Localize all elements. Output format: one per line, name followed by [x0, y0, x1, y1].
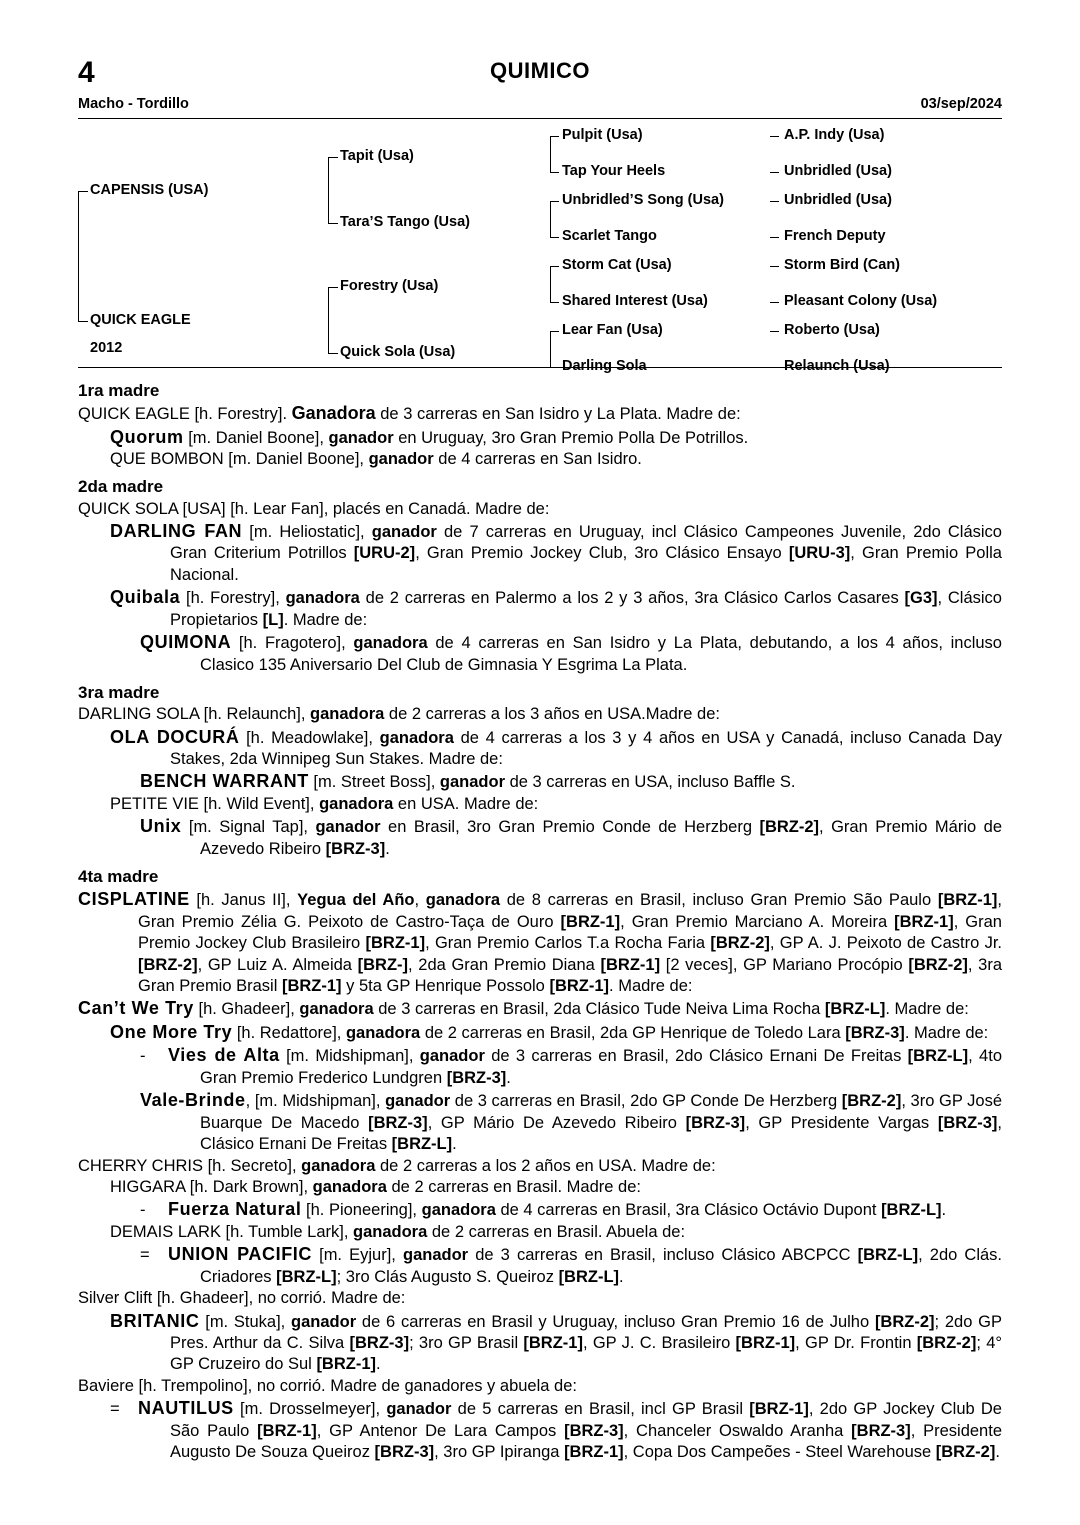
lot-number: 4 [78, 56, 95, 89]
entry-quick-eagle: QUICK EAGLE [h. Forestry]. Ganadora de 3 carreras en San Isidro y La Plata. Madre de: [78, 403, 741, 424]
bullet-dash: - [140, 1047, 146, 1066]
bracket-line [550, 201, 559, 202]
bracket-line [550, 302, 559, 303]
entry-darling-sola: DARLING SOLA [h. Relaunch], ganadora de 2 carreras a los 3 años en USA.Madre de: [78, 705, 720, 724]
dash-line [770, 201, 779, 202]
entry-ola-docura: OLA DOCURÁ [h. Meadowlake], ganadora de 4 carreras a los 3 y 4 años en USA y Canadá, incluso Canada Day Stakes, 2da Winnipeg Sun Stakes. Madre de: [110, 726, 1003, 768]
bracket-line [328, 223, 338, 224]
entry-petite-vie: PETITE VIE [h. Wild Event], ganadora en USA. Madre de: [110, 794, 539, 813]
dash-line [770, 302, 779, 303]
bracket-line [550, 136, 551, 172]
dash-line [770, 172, 779, 173]
entry-union-pacific: = UNION PACIFIC [m. Eyjur], ganador de 3 carreras en Brasil, incluso Clásico ABCPCC [BRZ-L], 2do Clás. Criadores [BRZ-L]; 3ro Clás Augusto S. Queiroz [BRZ-L]. [140, 1244, 1003, 1286]
bracket-line [328, 287, 329, 353]
section-title-2da-madre: 2da madre [78, 477, 164, 497]
pedigree-gen4-5: Storm Bird (Can) [784, 257, 900, 273]
pedigree-gen4-7: Roberto (Usa) [784, 322, 880, 338]
bracket-line [550, 331, 559, 332]
bracket-line [550, 136, 559, 137]
bracket-line [328, 157, 329, 223]
pedigree-gen3-4: Scarlet Tango [562, 228, 657, 244]
pedigree-gen3-7: Lear Fan (Usa) [562, 322, 663, 338]
entry-britanic: BRITANIC [m. Stuka], ganador de 6 carreras en Brasil y Uruguay, incluso Gran Premio 16 de Julho [BRZ-2]; 2do GP Pres. Arthur da C. Silva [BRZ-3]; 3ro GP Brasil [BRZ-1], GP J. C. Brasileiro [BRZ-1], GP Dr. Frontin [BRZ-2]; 4° GP Cruzeiro do Sul [BRZ-1]. [110, 1310, 1002, 1374]
pedigree-dam-sire: Forestry (Usa) [340, 278, 439, 294]
pedigree-gen4-1: A.P. Indy (Usa) [784, 127, 885, 143]
bracket-line [328, 353, 338, 354]
bullet-equals: = [110, 1400, 120, 1419]
dash-line [770, 237, 779, 238]
pedigree-gen4-3: Unbridled (Usa) [784, 192, 892, 208]
bracket-line [550, 237, 559, 238]
entry-demais-lark: DEMAIS LARK [h. Tumble Lark], ganadora de 2 carreras en Brasil. Abuela de: [110, 1222, 686, 1241]
entry-higgara: HIGGARA [h. Dark Brown], ganadora de 2 carreras en Brasil. Madre de: [110, 1177, 641, 1196]
bracket-line [550, 367, 559, 368]
pedigree-dam-year: 2012 [90, 340, 123, 356]
pedigree-chart [78, 119, 1002, 374]
pedigree-gen3-6: Shared Interest (Usa) [562, 293, 708, 309]
entry-cant-we-try: Can’t We Try [h. Ghadeer], ganadora de 3 carreras en Brasil, 2da Clásico Tude Neiva Lima Rocha [BRZ-L]. Madre de: [78, 998, 969, 1019]
sex-color-label: Macho - Tordillo [78, 96, 189, 112]
bracket-line [78, 191, 79, 321]
pedigree-gen4-4: French Deputy [784, 228, 886, 244]
pedigree-gen4-8: Relaunch (Usa) [784, 358, 890, 374]
dash-line [770, 367, 779, 368]
header-subline [78, 96, 1002, 116]
bracket-line [550, 172, 559, 173]
pedigree-sire-sire: Tapit (Usa) [340, 148, 414, 164]
date-label: 03/sep/2024 [920, 96, 1002, 112]
entry-darling-fan: DARLING FAN [m. Heliostatic], ganador de 7 carreras en Uruguay, incl Clásico Campeones Juvenile, 2do Clásico Gran Criterium Potrillos [URU-2], Gran Premio Jockey Club, 3ro Clásico Ensayo [URU-3], Gran Premio Polla Nacional. [110, 520, 1002, 584]
bracket-line [550, 266, 559, 267]
pedigree-dam-dam: Quick Sola (Usa) [340, 344, 456, 360]
pedigree-text [78, 380, 1002, 1464]
entry-unix: Unix [m. Signal Tap], ganador en Brasil, 3ro Gran Premio Conde de Herzberg [BRZ-2], Gran Premio Mário de Azevedo Ribeiro [BRZ-3]. [140, 816, 1002, 858]
entry-one-more-try: One More Try [h. Redattore], ganadora de 2 carreras en Brasil, 2da GP Henrique de Toledo Lara [BRZ-3]. Madre de: [110, 1021, 989, 1042]
entry-silver-clift: Silver Clift [h. Ghadeer], no corrió. Madre de: [78, 1289, 406, 1308]
bullet-dash: - [140, 1201, 146, 1220]
section-title-1ra-madre: 1ra madre [78, 381, 160, 400]
pedigree-gen3-2: Tap Your Heels [562, 163, 666, 179]
entry-nautilus: = NAUTILUS [m. Drosselmeyer], ganador de 5 carreras en Brasil, incl GP Brasil [BRZ-1], 2do GP Jockey Club De São Paulo [BRZ-1], GP Antenor De Lara Campos [BRZ-3], Chanceler Oswaldo Aranha [BRZ-3], Presidente Augusto De Souza Queiroz [BRZ-3], 3ro GP Ipiranga [BRZ-1], Copa Dos Campeões - Steel Warehouse [BRZ-2]. [110, 1398, 1002, 1462]
entry-fuerza-natural: - Fuerza Natural [h. Pioneering], ganadora de 4 carreras en Brasil, 3ra Clásico Octávio Dupont [BRZ-L]. [78, 1198, 1002, 1221]
pedigree-gen3-1: Pulpit (Usa) [562, 127, 643, 143]
bracket-line [550, 266, 551, 302]
pedigree-gen4-2: Unbridled (Usa) [784, 163, 892, 179]
bracket-line [78, 321, 88, 322]
pedigree-dam: QUICK EAGLE [90, 312, 191, 328]
pedigree-sire: CAPENSIS (USA) [90, 182, 209, 198]
dash-line [770, 331, 779, 332]
bracket-line [550, 331, 551, 367]
entry-baviere: Baviere [h. Trempolino], no corrió. Madre de ganadores y abuela de: [78, 1376, 577, 1395]
entry-quibala: Quibala [h. Forestry], ganadora de 2 carreras en Palermo a los 2 y 3 años, 3ra Clásico Carlos Casares [G3], Clásico Propietarios [L]. Madre de: [110, 587, 1002, 629]
pedigree-gen3-8: Darling Sola [562, 358, 647, 374]
page-title: QUIMICO [489, 58, 591, 83]
bracket-line [550, 201, 551, 237]
entry-cisplatine: CISPLATINE [h. Janus II], Yegua del Año, ganadora de 8 carreras en Brasil, incluso Gran Premio São Paulo [BRZ-1], Gran Premio Zélia G. Peixoto de Castro-Taça de Ouro [BRZ-1], Gran Premio Marciano A. Moreira [BRZ-1], Gran Premio Jockey Club Brasileiro [BRZ-1], Gran Premio Carlos T.a Rocha Faria [BRZ-2], GP A. J. Peixoto de Castro Jr. [BRZ-2], GP Luiz A. Almeida [BRZ-], 2da Gran Premio Diana [BRZ-1] [2 veces], GP Mariano Procópio [BRZ-2], 3ra Gran Premio Brasil [BRZ-1] y 5ta GP Henrique Possolo [BRZ-1]. Madre de: [78, 889, 1003, 995]
pedigree-gen3-3: Unbridled’S Song (Usa) [562, 192, 724, 208]
pedigree-gen3-5: Storm Cat (Usa) [562, 257, 672, 273]
bracket-line [78, 191, 88, 192]
entry-vies-de-alta: - Vies de Alta [m. Midshipman], ganador de 3 carreras en Brasil, 2do Clásico Ernani De Freitas [BRZ-L], 4to Gran Premio Frederico Lundgren [BRZ-3]. [140, 1045, 1002, 1087]
pedigree-gen4-6: Pleasant Colony (Usa) [784, 293, 938, 309]
entry-quorum: Quorum [m. Daniel Boone], ganador en Uruguay, 3ro Gran Premio Polla De Potrillos. [110, 426, 749, 447]
section-title-4ta-madre: 4ta madre [78, 867, 159, 887]
entry-vale-brinde: Vale-Brinde, [m. Midshipman], ganador de 3 carreras en Brasil, 2do GP Conde De Herzberg [BRZ-2], 3ro GP José Buarque De Macedo [BRZ-3], GP Mário De Azevedo Ribeiro [BRZ-3], GP Presidente Vargas [BRZ-3], Clásico Ernani De Freitas [BRZ-L]. [140, 1090, 1002, 1154]
pedigree-sire-dam: Tara’S Tango (Usa) [340, 214, 470, 230]
dash-line [770, 266, 779, 267]
entry-quimona: QUIMONA [h. Fragotero], ganadora de 4 carreras en San Isidro y La Plata, debutando, a los 4 años, incluso Clasico 135 Aniversario Del Club de Gimnasia Y Esgrima La Plata. [140, 632, 1002, 674]
dash-line [770, 136, 779, 137]
entry-que-bombon: QUE BOMBON [m. Daniel Boone], ganador de 4 carreras en San Isidro. [110, 449, 642, 468]
entry-bench-warrant: BENCH WARRANT [m. Street Boss], ganador de 3 carreras en USA, incluso Baffle S. [140, 771, 796, 792]
section-title-3ra-madre: 3ra madre [78, 683, 160, 702]
bracket-line [328, 157, 338, 158]
entry-quick-sola: QUICK SOLA [USA] [h. Lear Fan], placés en Canadá. Madre de: [78, 499, 550, 518]
bullet-equals: = [140, 1246, 150, 1265]
entry-cherry-chris: CHERRY CHRIS [h. Secreto], ganadora de 2 carreras a los 2 años en USA. Madre de: [78, 1156, 716, 1175]
bracket-line [328, 287, 338, 288]
page-header [78, 0, 1002, 119]
